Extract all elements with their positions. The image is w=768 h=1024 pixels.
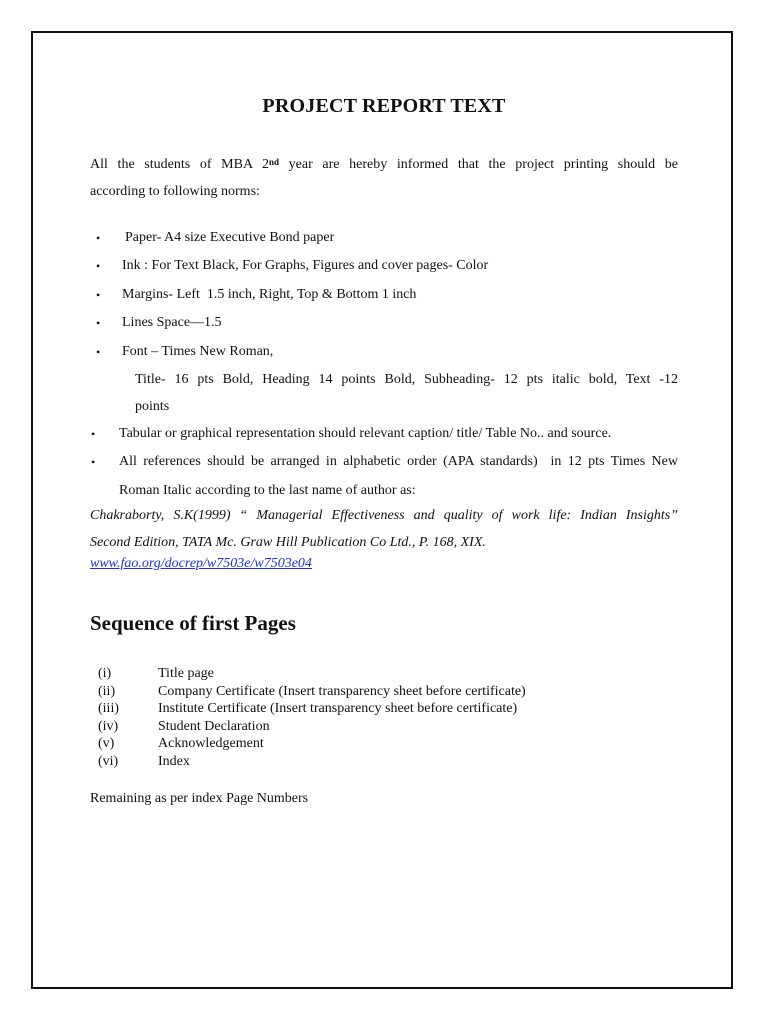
list-item-line-1: All references should be arranged in alphabetic order (APA standards) in 12 pts Times New [119, 454, 678, 470]
intro-text-post: year are hereby informed that the project printing should be [278, 157, 679, 172]
bullet-icon: • [96, 287, 101, 302]
list-item: • Paper- A4 size Executive Bond paper [90, 224, 678, 252]
list-number: (iv) [98, 718, 119, 734]
sequence-list [90, 665, 526, 771]
list-text: Institute Certificate (Insert transparency sheet before certificate) [158, 701, 518, 717]
list-item [90, 448, 678, 503]
bullet-icon: • [96, 344, 101, 359]
intro-line-1 [90, 151, 678, 178]
list-item [90, 683, 526, 701]
list-text: Index [158, 753, 190, 769]
bullet-icon: • [91, 427, 96, 442]
bullet-icon: • [91, 455, 96, 470]
intro-text-pre: All the students of MBA 2 [90, 157, 269, 172]
closing-note: Remaining as per index Page Numbers [90, 791, 309, 806]
list-text: Student Declaration [158, 718, 270, 734]
reference-citation [90, 502, 678, 556]
list-number: (i) [98, 666, 112, 681]
reference-link[interactable]: www.fao.org/docrep/w7503e/w7503e04 [90, 556, 312, 571]
list-item: • Lines Space—1.5 [90, 309, 678, 337]
section-heading: Sequence of first Pages [90, 611, 296, 635]
list-item: • Tabular or graphical representation should relevant caption/ title/ Table No.. and source. [90, 420, 678, 448]
list-item [90, 718, 526, 736]
intro-line-2: according to following norms: [90, 184, 260, 199]
list-item: • Font – Times New Roman, [90, 338, 678, 366]
ordinal-superscript: nd [268, 157, 279, 167]
font-detail [90, 366, 678, 420]
norms-list [90, 224, 678, 504]
list-item-line-2: Roman Italic according to the last name of author as: [119, 482, 416, 498]
list-item [90, 735, 526, 753]
bullet-icon: • [96, 316, 101, 331]
bullet-icon: • [96, 231, 101, 245]
reference-line-2: Second Edition, TATA Mc. Graw Hill Publication Co Ltd., P. 168, XIX. [90, 535, 486, 550]
list-item: • Ink : For Text Black, For Graphs, Figures and cover pages- Color [90, 252, 678, 280]
list-item [90, 753, 526, 771]
list-number: (ii) [98, 683, 116, 699]
list-item [90, 665, 526, 683]
list-item [90, 700, 526, 718]
intro-paragraph [90, 151, 678, 205]
list-number: (v) [98, 736, 115, 752]
list-number: (vi) [98, 753, 119, 769]
list-text: Title page [158, 666, 214, 681]
list-item: • Margins- Left 1.5 inch, Right, Top & Bottom 1 inch [90, 281, 678, 309]
list-text: Acknowledgement [158, 736, 264, 752]
list-number: (iii) [98, 701, 119, 717]
font-detail-line-1: Title- 16 pts Bold, Heading 14 points Bold, Subheading- 12 pts italic bold, Text -12 [135, 372, 678, 388]
list-text: Company Certificate (Insert transparency sheet before certificate) [158, 683, 526, 699]
bullet-icon: • [96, 259, 101, 274]
page-title: PROJECT REPORT TEXT [262, 95, 506, 117]
font-detail-line-2: points [135, 399, 170, 415]
reference-line-1: Chakraborty, S.K(1999) “ Managerial Effectiveness and quality of work life: Indian Insights” [90, 508, 678, 523]
